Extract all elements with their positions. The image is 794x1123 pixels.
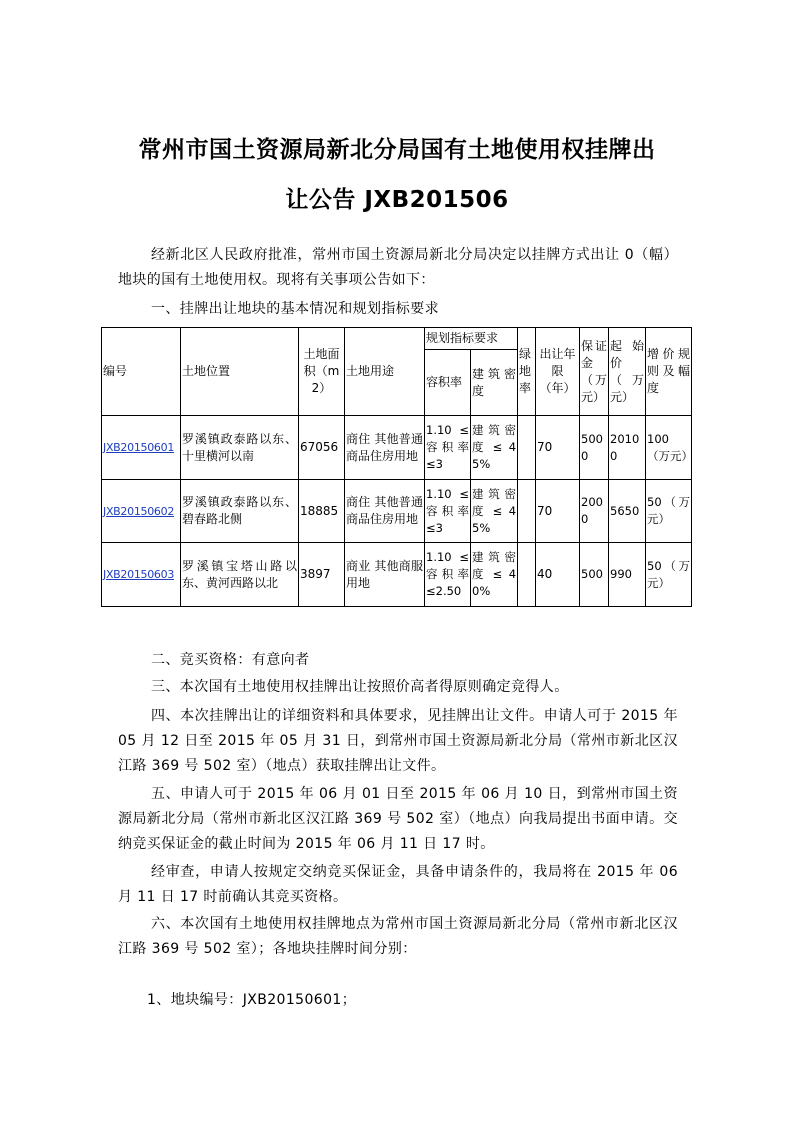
header-planning: 规划指标要求 (425, 328, 518, 350)
parcel-start-price: 990 (609, 543, 646, 607)
section5-paragraph: 五、申请人可于 2015 年 06 月 01 日至 2015 年 06 月 10 日，到常州市国土资源局新北分局（常州市新北区汉江路 369 号 502 室）（地点）向我局提出书面申请。交纳竞买保证金的截止时间为 2015 年 06 月 11 日 17 时。 (118, 786, 678, 852)
parcel-code-link[interactable]: JXB20150603 (102, 543, 181, 607)
header-area: 土地面积（m2） (299, 328, 345, 416)
parcel-green (518, 416, 536, 480)
table-row (102, 416, 692, 480)
header-increment: 增价规则及幅度 (646, 328, 692, 416)
parcel-far: 1.10 ≤ 容积率 ≤2.50 (425, 543, 471, 607)
parcel-area: 18885 (299, 480, 345, 543)
land-parcel-table (101, 327, 692, 607)
section3-paragraph: 三、本次国有土地使用权挂牌出让按照价高者得原则确定竞得人。 (151, 679, 569, 695)
parcel-use: 商住 其他普通商品住房用地 (345, 416, 425, 480)
parcel-increment: 50（万元） (646, 543, 692, 607)
header-term: 出让年限（年） (536, 328, 580, 416)
parcel-location: 罗溪镇政泰路以东、碧春路北侧 (181, 480, 299, 543)
parcel-use: 商住 其他普通商品住房用地 (345, 480, 425, 543)
header-density: 建筑密度 (471, 350, 518, 416)
header-use: 土地用途 (345, 328, 425, 416)
parcel-area: 3897 (299, 543, 345, 607)
parcel-density: 建筑密度 ≤ 45% (471, 480, 518, 543)
section1-heading: 一、挂牌出让地块的基本情况和规划指标要求 (151, 301, 439, 317)
parcel-area: 67056 (299, 416, 345, 480)
parcel-start-price: 20100 (609, 416, 646, 480)
header-start-price: 起始价（万元） (609, 328, 646, 416)
parcel-term: 40 (536, 543, 580, 607)
header-deposit: 保证金（万元） (580, 328, 609, 416)
document-title-line2: 让公告 JXB201506 (285, 187, 509, 213)
item1-paragraph: 1、地块编号：JXB20150601； (147, 992, 357, 1008)
parcel-location: 罗溪镇宝塔山路以东、黄河西路以北 (181, 543, 299, 607)
parcel-deposit: 2000 (580, 480, 609, 543)
parcel-green (518, 480, 536, 543)
parcel-term: 70 (536, 416, 580, 480)
parcel-density: 建筑密度 ≤ 40% (471, 543, 518, 607)
parcel-deposit: 5000 (580, 416, 609, 480)
review-paragraph: 经审查，申请人按规定交纳竞买保证金，具备申请条件的，我局将在 2015 年 06 月 11 日 17 时前确认其竞买资格。 (118, 864, 678, 905)
section4-paragraph: 四、本次挂牌出让的详细资料和具体要求，见挂牌出让文件。申请人可于 2015 年 05 月 12 日至 2015 年 05 月 31 日，到常州市国土资源局新北分局（常州市新北区汉江路 369 号 502 室）（地点）获取挂牌出让文件。 (118, 708, 678, 774)
table-row (102, 480, 692, 543)
parcel-code-link[interactable]: JXB20150601 (102, 416, 181, 480)
parcel-term: 70 (536, 480, 580, 543)
parcel-deposit: 500 (580, 543, 609, 607)
parcel-far: 1.10 ≤ 容积率 ≤3 (425, 416, 471, 480)
parcel-start-price: 5650 (609, 480, 646, 543)
header-location: 土地位置 (181, 328, 299, 416)
parcel-density: 建筑密度 ≤ 45% (471, 416, 518, 480)
document-title-line1: 常州市国土资源局新北分局国有土地使用权挂牌出 (138, 137, 656, 163)
header-far: 容积率 (425, 350, 471, 416)
parcel-far: 1.10 ≤ 容积率 ≤3 (425, 480, 471, 543)
header-code: 编号 (102, 328, 181, 416)
parcel-increment: 100（万元） (646, 416, 692, 480)
header-green: 绿地率 (518, 328, 536, 416)
parcel-green (518, 543, 536, 607)
section6-paragraph: 六、本次国有土地使用权挂牌地点为常州市国土资源局新北分局（常州市新北区汉江路 369 号 502 室）；各地块挂牌时间分别： (118, 916, 678, 957)
table-row (102, 543, 692, 607)
parcel-use: 商业 其他商服用地 (345, 543, 425, 607)
parcel-location: 罗溪镇政泰路以东、十里横河以南 (181, 416, 299, 480)
intro-paragraph: 经新北区人民政府批准，常州市国土资源局新北分局决定以挂牌方式出让 0（幅）地块的国有土地使用权。现将有关事项公告如下： (118, 247, 678, 288)
parcel-increment: 50（万元） (646, 480, 692, 543)
section2-paragraph: 二、竞买资格：有意向者 (151, 652, 310, 668)
parcel-code-link[interactable]: JXB20150602 (102, 480, 181, 543)
